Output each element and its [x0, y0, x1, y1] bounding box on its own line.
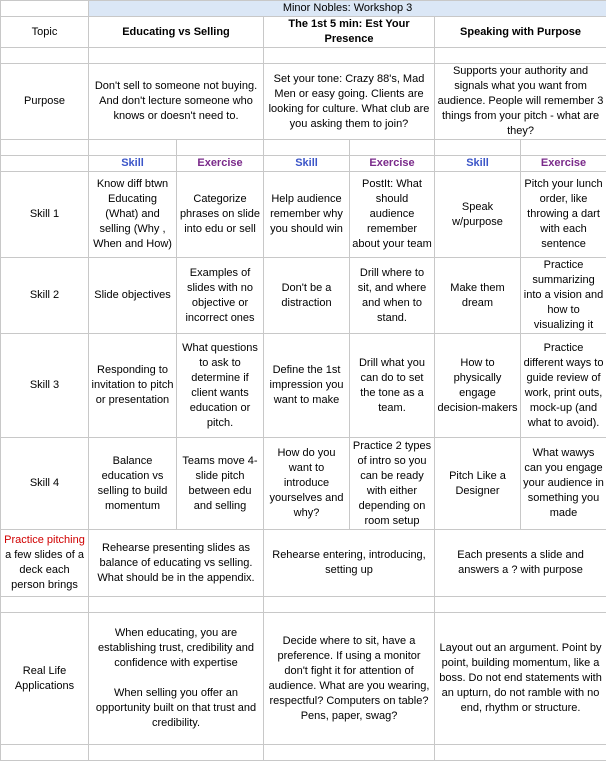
skill-header[interactable]: Skill: [264, 156, 350, 172]
cell[interactable]: [1, 745, 89, 761]
skill-row: [1, 438, 606, 530]
purpose-speaking[interactable]: Supports your authority and signals what you want from audience. People will remember 3 things from your pitch - what are they?: [435, 64, 606, 140]
title-row: [1, 1, 606, 17]
skill-label[interactable]: Skill 3: [1, 334, 89, 438]
subheader-row: [1, 156, 606, 172]
cell[interactable]: [435, 48, 606, 64]
cell[interactable]: [264, 140, 350, 156]
exercise-cell[interactable]: Practice 2 types of intro so you can be ready with either depending on room setup: [350, 438, 435, 530]
exercise-cell[interactable]: Drill where to sit, and where and when to stand.: [350, 258, 435, 334]
practice-educating[interactable]: Rehearse presenting slides as balance of educating vs selling. What should be in the appendix.: [89, 530, 264, 597]
cell[interactable]: [521, 140, 606, 156]
real-life-row: [1, 613, 606, 745]
skill-cell[interactable]: How to physically engage decision-makers: [435, 334, 521, 438]
exercise-cell[interactable]: Teams move 4-slide pitch between edu and selling: [177, 438, 264, 530]
cell[interactable]: [1, 1, 89, 17]
practice-label-rest: a few slides of a deck each person brings: [5, 549, 84, 591]
skill-header[interactable]: Skill: [89, 156, 177, 172]
cell[interactable]: [435, 597, 606, 613]
practice-presence[interactable]: Rehearse entering, introducing, setting up: [264, 530, 435, 597]
practice-speaking[interactable]: Each presents a slide and answers a ? with purpose: [435, 530, 606, 597]
practice-label-red: Practice pitching: [4, 534, 85, 546]
purpose-label[interactable]: Purpose: [1, 64, 89, 140]
empty-row: [1, 140, 606, 156]
real-life-label[interactable]: Real Life Applications: [1, 613, 89, 745]
exercise-cell[interactable]: Examples of slides with no objective or incorrect ones: [177, 258, 264, 334]
empty-row: [1, 745, 606, 761]
exercise-cell[interactable]: PostIt: What should audience remember about your team: [350, 172, 435, 258]
practice-label[interactable]: [1, 530, 89, 597]
exercise-cell[interactable]: Practice different ways to guide review of work, print outs, mock-up (and what to avoid).: [521, 334, 606, 438]
exercise-cell[interactable]: Practice summarizing into a vision and how to visualizing it: [521, 258, 606, 334]
empty-row: [1, 597, 606, 613]
exercise-cell[interactable]: Pitch your lunch order, like throwing a dart with each sentence: [521, 172, 606, 258]
skill-cell[interactable]: Pitch Like a Designer: [435, 438, 521, 530]
real-life-educating-b: When selling you offer an opportunity built on that trust and credibility.: [96, 687, 256, 729]
exercise-cell[interactable]: Drill what you can do to set the tone as a team.: [350, 334, 435, 438]
cell[interactable]: [350, 140, 435, 156]
skill-label[interactable]: Skill 4: [1, 438, 89, 530]
cell[interactable]: [264, 597, 435, 613]
purpose-educating[interactable]: Don't sell to someone not buying. And don't lecture someone who knows or doesn't need to.: [89, 64, 264, 140]
header-educating-vs-selling[interactable]: Educating vs Selling: [89, 17, 264, 48]
skill-cell[interactable]: Help audience remember why you should win: [264, 172, 350, 258]
skill-cell[interactable]: Make them dream: [435, 258, 521, 334]
cell[interactable]: [1, 156, 89, 172]
real-life-presence[interactable]: Decide where to sit, have a preference. If using a monitor don't fight it for attention of audience. What are you wearing, respectful? Computers on table? Pens, paper, swag?: [264, 613, 435, 745]
skill-cell[interactable]: Don't be a distraction: [264, 258, 350, 334]
exercise-cell[interactable]: Categorize phrases on slide into edu or sell: [177, 172, 264, 258]
cell[interactable]: [1, 140, 89, 156]
skill-row: [1, 334, 606, 438]
purpose-row: [1, 64, 606, 140]
topic-header[interactable]: Topic: [1, 17, 89, 48]
cell[interactable]: [435, 140, 521, 156]
sheet-title[interactable]: Minor Nobles: Workshop 3: [89, 1, 606, 17]
header-row: [1, 17, 606, 48]
cell[interactable]: [435, 745, 606, 761]
cell[interactable]: [1, 597, 89, 613]
skill-cell[interactable]: Slide objectives: [89, 258, 177, 334]
cell[interactable]: [89, 745, 264, 761]
skill-label[interactable]: Skill 1: [1, 172, 89, 258]
cell[interactable]: [1, 48, 89, 64]
real-life-speaking[interactable]: Layout out an argument. Point by point, building momentum, like a boss. Do not end statements with an upturn, do not ramble with no end, rhythm or structure.: [435, 613, 606, 745]
skill-label[interactable]: Skill 2: [1, 258, 89, 334]
header-est-presence[interactable]: The 1st 5 min: Est Your Presence: [264, 17, 435, 48]
exercise-cell[interactable]: What wawys can you engage your audience in something you made: [521, 438, 606, 530]
skill-row: [1, 172, 606, 258]
skill-cell[interactable]: Speak w/purpose: [435, 172, 521, 258]
skill-cell[interactable]: Define the 1st impression you want to make: [264, 334, 350, 438]
skill-header[interactable]: Skill: [435, 156, 521, 172]
cell[interactable]: [89, 48, 264, 64]
purpose-presence[interactable]: Set your tone: Crazy 88's, Mad Men or easy going. Clients are looking for culture. What club are you asking them to join?: [264, 64, 435, 140]
practice-row: [1, 530, 606, 597]
exercise-header[interactable]: Exercise: [177, 156, 264, 172]
real-life-educating-a: When educating, you are establishing trust, credibility and confidence with expertise: [98, 627, 254, 669]
skill-cell[interactable]: Know diff btwn Educating (What) and selling (Why , When and How): [89, 172, 177, 258]
header-speaking-purpose[interactable]: Speaking with Purpose: [435, 17, 606, 48]
cell[interactable]: [89, 140, 177, 156]
real-life-educating[interactable]: [89, 613, 264, 745]
cell[interactable]: [89, 597, 264, 613]
exercise-header[interactable]: Exercise: [350, 156, 435, 172]
exercise-header[interactable]: Exercise: [521, 156, 606, 172]
exercise-cell[interactable]: What questions to ask to determine if client wants education or pitch.: [177, 334, 264, 438]
skill-cell[interactable]: How do you want to introduce yourselves and why?: [264, 438, 350, 530]
skill-row: [1, 258, 606, 334]
cell[interactable]: [264, 48, 435, 64]
skill-cell[interactable]: Responding to invitation to pitch or presentation: [89, 334, 177, 438]
cell[interactable]: [264, 745, 435, 761]
empty-row: [1, 48, 606, 64]
cell[interactable]: [177, 140, 264, 156]
skill-cell[interactable]: Balance education vs selling to build momentum: [89, 438, 177, 530]
